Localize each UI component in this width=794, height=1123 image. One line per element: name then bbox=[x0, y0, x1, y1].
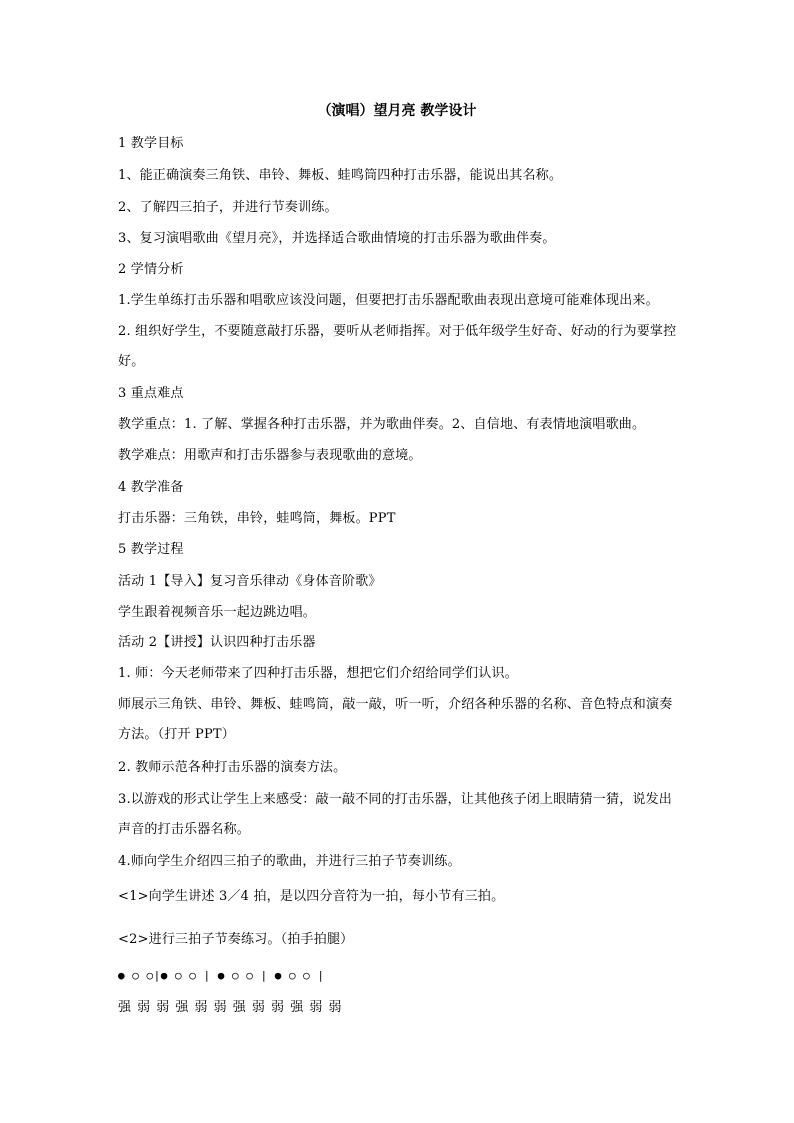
activity-2-step-4-sub-2: <2>进行三拍子节奏练习。（拍手拍腿） bbox=[118, 932, 354, 947]
section-heading-process: 5 教学过程 bbox=[118, 542, 184, 557]
activity-2-heading: 活动 2【讲授】认识四种打击乐器 bbox=[118, 635, 316, 650]
preparation-item: 打击乐器：三角铁，串铃，蛙鸣筒，舞板。PPT bbox=[118, 511, 396, 526]
activity-1-heading: 活动 1【导入】复习音乐律动《身体音阶歌》 bbox=[118, 574, 382, 589]
section-heading-objectives: 1 教学目标 bbox=[118, 136, 184, 151]
activity-2-step-1: 1. 师：今天老师带来了四种打击乐器，想把它们介绍给同学们认识。 bbox=[118, 666, 518, 681]
rhythm-notation: ● ○ ○|● ○ ○ | ● ○ ○ | ● ○ ○ | bbox=[118, 969, 325, 982]
activity-2-step-4: 4.师向学生介绍四三拍子的歌曲，并进行三拍子节奏训练。 bbox=[118, 854, 461, 869]
analysis-item-2: 2. 组织好学生，不要随意敲打乐器，要听从老师指挥。对于低年级学生好奇、好动的行为要掌控好。 bbox=[118, 324, 677, 369]
section-heading-analysis: 2 学情分析 bbox=[118, 262, 184, 277]
activity-2-step-4-sub-1: <1>向学生讲述 3／4 拍，是以四分音符为一拍，每小节有三拍。 bbox=[118, 889, 505, 904]
document-title: （演唱）望月亮 教学设计 bbox=[317, 103, 477, 119]
objective-item-3: 3、复习演唱歌曲《望月亮》，并选择适合歌曲情境的打击乐器为歌曲伴奏。 bbox=[118, 231, 556, 246]
objective-item-2: 2、了解四三拍子，并进行节奏训练。 bbox=[118, 200, 338, 215]
objective-item-1: 1、能正确演奏三角铁、串铃、舞板、蛙鸣筒四种打击乐器，能说出其名称。 bbox=[118, 168, 563, 183]
rhythm-strength-labels: 强 弱 弱 强 弱 弱 强 弱 弱 强 弱 弱 bbox=[118, 1000, 343, 1015]
section-heading-preparation: 4 教学准备 bbox=[118, 480, 184, 495]
activity-2-step-3: 3.以游戏的形式让学生上来感受：敲一敲不同的打击乐器，让其他孩子闭上眼睛猜一猜，说发出声音的打击乐器名称。 bbox=[118, 792, 673, 837]
analysis-item-1: 1.学生单练打击乐器和唱歌应该没问题，但要把打击乐器配歌曲表现出意境可能难体现出来。 bbox=[118, 293, 659, 308]
key-point-difficulty: 教学难点：用歌声和打击乐器参与表现歌曲的意境。 bbox=[118, 448, 422, 463]
activity-1-text: 学生跟着视频音乐一起边跳边唱。 bbox=[118, 605, 317, 620]
section-heading-key-points: 3 重点难点 bbox=[118, 386, 184, 401]
activity-2-step-2: 2. 教师示范各种打击乐器的演奏方法。 bbox=[118, 760, 347, 775]
activity-2-step-1-detail: 师展示三角铁、串铃、舞板、蛙鸣筒，敲一敲，听一听，介绍各种乐器的名称、音色特点和演奏方法。（打开 PPT） bbox=[118, 697, 673, 742]
key-point-focus: 教学重点：1. 了解、掌握各种打击乐器，并为歌曲伴奏。2、自信地、有表情地演唱歌曲。 bbox=[118, 417, 646, 432]
